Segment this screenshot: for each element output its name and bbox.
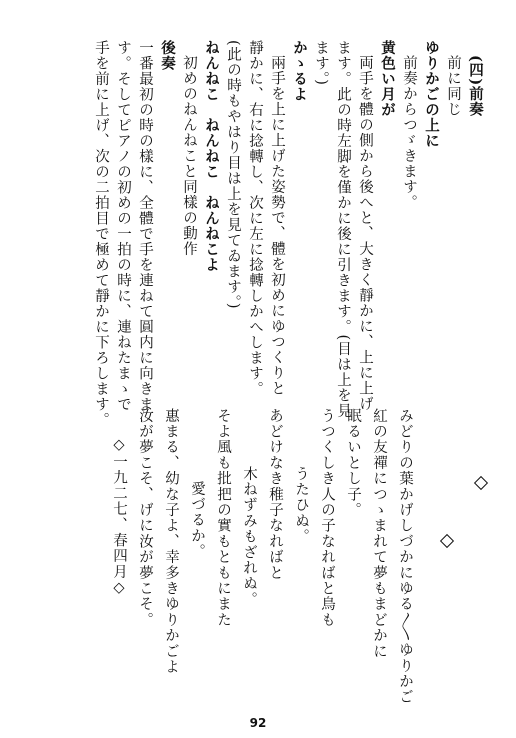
poem-line: 紅の友禪につゝまれて夢もまどかに — [371, 408, 387, 660]
instruction-line: 黄色い月が — [379, 40, 396, 118]
instruction-line: ねんねこ ねんねこ ねんねこよ — [203, 40, 220, 273]
instruction-line: かゝるよ — [291, 40, 308, 102]
poem-signature: ◇一九二七、春四月◇ — [111, 437, 127, 597]
instruction-line: 靜かに、右に捻轉し、次に左に捻轉しかへします。 — [247, 40, 263, 397]
poem-line: 惠まる、幼な子よ、幸多きゆりかごよ — [163, 408, 179, 675]
instruction-line: す。そしてピアノの初めの一拍の時に、連ねたまゝで — [115, 40, 131, 412]
instruction-line: ます。此の時左脚を僅かに後に引きます。(目は上を見 — [335, 40, 351, 419]
instruction-line: 前に同じ — [445, 54, 461, 117]
instruction-line: (此の時もやはり目は上を見てゐます。) — [225, 40, 241, 310]
instruction-line: 両手を體の側から後へと、大きく靜かに、上に上げ — [357, 54, 373, 411]
instruction-line: 後奏 — [159, 40, 176, 71]
poem-line: そよ風も批把の實もともにまた — [215, 408, 231, 628]
dance-instructions — [24, 40, 486, 428]
poem-line: 木ねずみもざれぬ。 — [241, 466, 257, 608]
poem-line: うたひぬ。 — [293, 466, 309, 545]
section-heading: (四)前奏 — [467, 54, 484, 117]
poem-line: 汝が夢こそ、げに汝が夢こそ。 — [137, 408, 153, 628]
lullaby-poem — [108, 408, 418, 708]
poem-line: うつくしき人の子なればと鳥も — [319, 408, 335, 628]
diamond-ornament-icon — [440, 534, 454, 548]
instruction-line: 一番最初の時の樣に、全體で手を連ねて圓内に向きま — [137, 40, 153, 412]
poem-line: 眠るいとし子。 — [345, 408, 361, 518]
section-ornaments — [440, 478, 500, 578]
diamond-ornament-icon — [474, 476, 488, 490]
instruction-line: 初めのねんねこと同樣の動作 — [181, 54, 197, 256]
instruction-line: ます。) — [313, 40, 329, 86]
poem-line: 愛づるか。 — [189, 480, 205, 559]
poem-line: みどりの葉かげしづかにゆる〳〵ゆりかご — [397, 408, 413, 706]
page-number: 92 — [249, 716, 267, 730]
instruction-line: 兩手を上に上げた姿勢で、體を初めにゆつくりと — [269, 54, 285, 396]
poem-line: あどけなき稚子なればと — [267, 408, 283, 581]
instruction-line: 前奏からつゞきます。 — [401, 54, 417, 210]
instruction-line: 手を前に上げ、次の二拍目で極めて靜かに下ろします。 — [93, 40, 109, 428]
instruction-line: ゆりかごの上に — [423, 40, 440, 149]
